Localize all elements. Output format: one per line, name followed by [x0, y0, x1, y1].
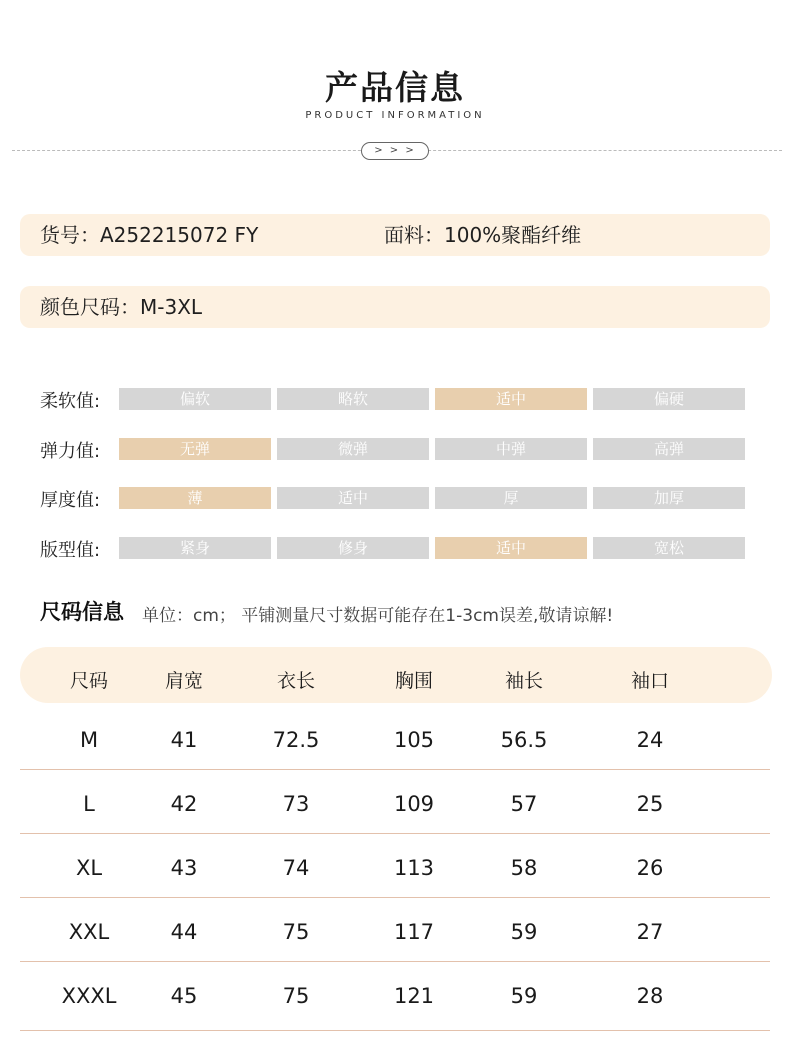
attribute-option: 加厚 — [593, 487, 745, 509]
size-info-heading: 尺码信息 — [40, 600, 124, 624]
attribute-option: 略软 — [277, 388, 429, 410]
attribute-option: 宽松 — [593, 537, 745, 559]
page-title: 产品信息 — [325, 68, 465, 107]
table-header-cell: 袖口 — [630, 670, 669, 692]
table-cell: 58 — [510, 856, 538, 880]
table-row-divider — [20, 833, 770, 834]
table-row-divider — [20, 897, 770, 898]
attribute-option: 适中 — [277, 487, 429, 509]
table-cell: 28 — [636, 984, 664, 1008]
size-info-note: 单位：cm； 平铺测量尺寸数据可能存在1-3cm误差,敬请谅解! — [142, 606, 614, 626]
table-cell: 42 — [170, 792, 198, 816]
table-cell: 44 — [170, 920, 198, 944]
table-cell: 75 — [282, 920, 310, 944]
table-row-divider — [20, 769, 770, 770]
color-size-text: 颜色尺码：M-3XL — [40, 295, 203, 319]
fabric-text: 面料：100%聚酯纤维 — [384, 223, 582, 247]
table-cell: 113 — [393, 856, 435, 880]
attribute-option: 偏硬 — [593, 388, 745, 410]
attribute-option: 适中 — [435, 537, 587, 559]
attribute-option: 无弹 — [119, 438, 271, 460]
table-cell: 75 — [282, 984, 310, 1008]
table-cell: 26 — [636, 856, 664, 880]
table-cell: 25 — [636, 792, 664, 816]
table-cell: XL — [75, 856, 103, 880]
table-cell: 59 — [510, 984, 538, 1008]
table-cell: L — [83, 792, 95, 816]
table-cell: XXL — [68, 920, 110, 944]
attribute-option: 紧身 — [119, 537, 271, 559]
table-cell: 45 — [170, 984, 198, 1008]
table-header-cell: 衣长 — [276, 670, 315, 692]
table-cell: 27 — [636, 920, 664, 944]
table-header-cell: 肩宽 — [164, 670, 203, 692]
attribute-option: 厚 — [435, 487, 587, 509]
table-cell: 72.5 — [272, 728, 320, 752]
table-cell: 57 — [510, 792, 538, 816]
table-cell: 117 — [393, 920, 435, 944]
table-cell: 109 — [393, 792, 435, 816]
attribute-label: 弹力值: — [40, 441, 101, 462]
table-cell: 41 — [170, 728, 198, 752]
table-cell: 24 — [636, 728, 664, 752]
table-cell: XXXL — [61, 984, 117, 1008]
attribute-label: 版型值: — [40, 540, 101, 561]
attribute-option: 高弹 — [593, 438, 745, 460]
table-row-divider — [20, 961, 770, 962]
table-cell: M — [79, 728, 99, 752]
table-header-cell: 胸围 — [394, 670, 433, 692]
attribute-option: 修身 — [277, 537, 429, 559]
table-row-divider — [20, 1030, 770, 1031]
table-cell: 74 — [282, 856, 310, 880]
table-cell: 105 — [393, 728, 435, 752]
table-header-cell: 袖长 — [504, 670, 543, 692]
table-cell: 73 — [282, 792, 310, 816]
table-header-cell: 尺码 — [69, 670, 108, 692]
attribute-label: 柔软值: — [40, 391, 101, 412]
attribute-option: 薄 — [119, 487, 271, 509]
sku-text: 货号：A252215072 FY — [40, 223, 259, 247]
attribute-label: 厚度值: — [40, 490, 101, 511]
info-bar-sku — [20, 214, 770, 256]
table-cell: 121 — [393, 984, 435, 1008]
attribute-option: 适中 — [435, 388, 587, 410]
attribute-option: 微弹 — [277, 438, 429, 460]
table-cell: 59 — [510, 920, 538, 944]
page-subtitle: PRODUCT INFORMATION — [305, 110, 485, 121]
arrow-pill: > > > — [361, 142, 429, 160]
attribute-option: 偏软 — [119, 388, 271, 410]
attribute-option: 中弹 — [435, 438, 587, 460]
table-cell: 43 — [170, 856, 198, 880]
table-cell: 56.5 — [500, 728, 548, 752]
info-bar-color-size — [20, 286, 770, 328]
